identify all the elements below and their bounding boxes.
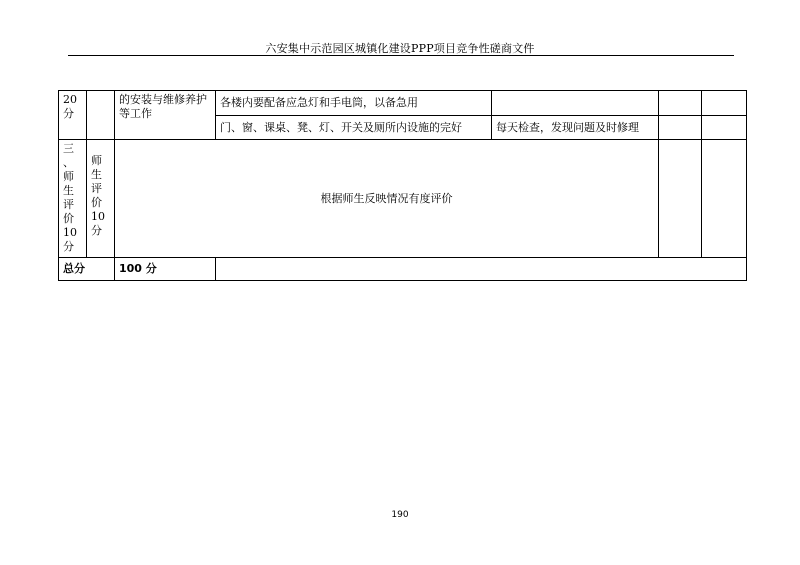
category-cell bbox=[59, 140, 87, 258]
evaluation-standard-cell: 根据师生反映情况有度评价 bbox=[115, 140, 659, 258]
header-divider bbox=[68, 55, 734, 56]
page-number: 190 bbox=[391, 510, 409, 520]
total-value: 100 分 bbox=[115, 258, 216, 281]
score-cell: 20 分 bbox=[59, 91, 87, 140]
method-cell bbox=[492, 91, 659, 116]
category-char: 生 bbox=[63, 184, 74, 197]
item-char: 10 bbox=[91, 210, 105, 223]
item-char: 评 bbox=[91, 182, 102, 195]
empty-cell bbox=[87, 91, 115, 140]
remark-cell bbox=[702, 116, 747, 140]
score-given-cell bbox=[659, 116, 702, 140]
item-cell: 的安装与维修养护等工作 bbox=[115, 91, 216, 140]
method-cell: 每天检查，发现问题及时修理 bbox=[492, 116, 659, 140]
remark-cell bbox=[702, 140, 747, 258]
item-char: 师 bbox=[91, 154, 102, 167]
category-char: 、 bbox=[63, 156, 74, 169]
category-char: 分 bbox=[63, 240, 74, 253]
document-header-title: 六安集中示范园区城镇化建设PPP项目竞争性磋商文件 bbox=[265, 42, 535, 55]
total-row bbox=[59, 258, 747, 281]
table-row bbox=[59, 91, 747, 116]
scoring-table bbox=[58, 90, 747, 281]
table-row bbox=[59, 140, 747, 258]
standard-cell: 门、窗、课桌、凳、灯、开关及厕所内设施的完好 bbox=[216, 116, 492, 140]
standard-cell: 各楼内要配备应急灯和手电筒，以备急用 bbox=[216, 91, 492, 116]
score-given-cell bbox=[659, 140, 702, 258]
category-char: 师 bbox=[63, 170, 74, 183]
item-char: 分 bbox=[91, 224, 102, 237]
category-char: 10 bbox=[63, 226, 77, 239]
category-char: 评 bbox=[63, 198, 74, 211]
total-empty-cell bbox=[216, 258, 747, 281]
item-char: 价 bbox=[91, 196, 102, 209]
item-cell bbox=[87, 140, 115, 258]
remark-cell bbox=[702, 91, 747, 116]
total-label: 总分 bbox=[59, 258, 115, 281]
category-char: 价 bbox=[63, 212, 74, 225]
score-given-cell bbox=[659, 91, 702, 116]
category-char: 三 bbox=[63, 142, 74, 155]
item-char: 生 bbox=[91, 168, 102, 181]
